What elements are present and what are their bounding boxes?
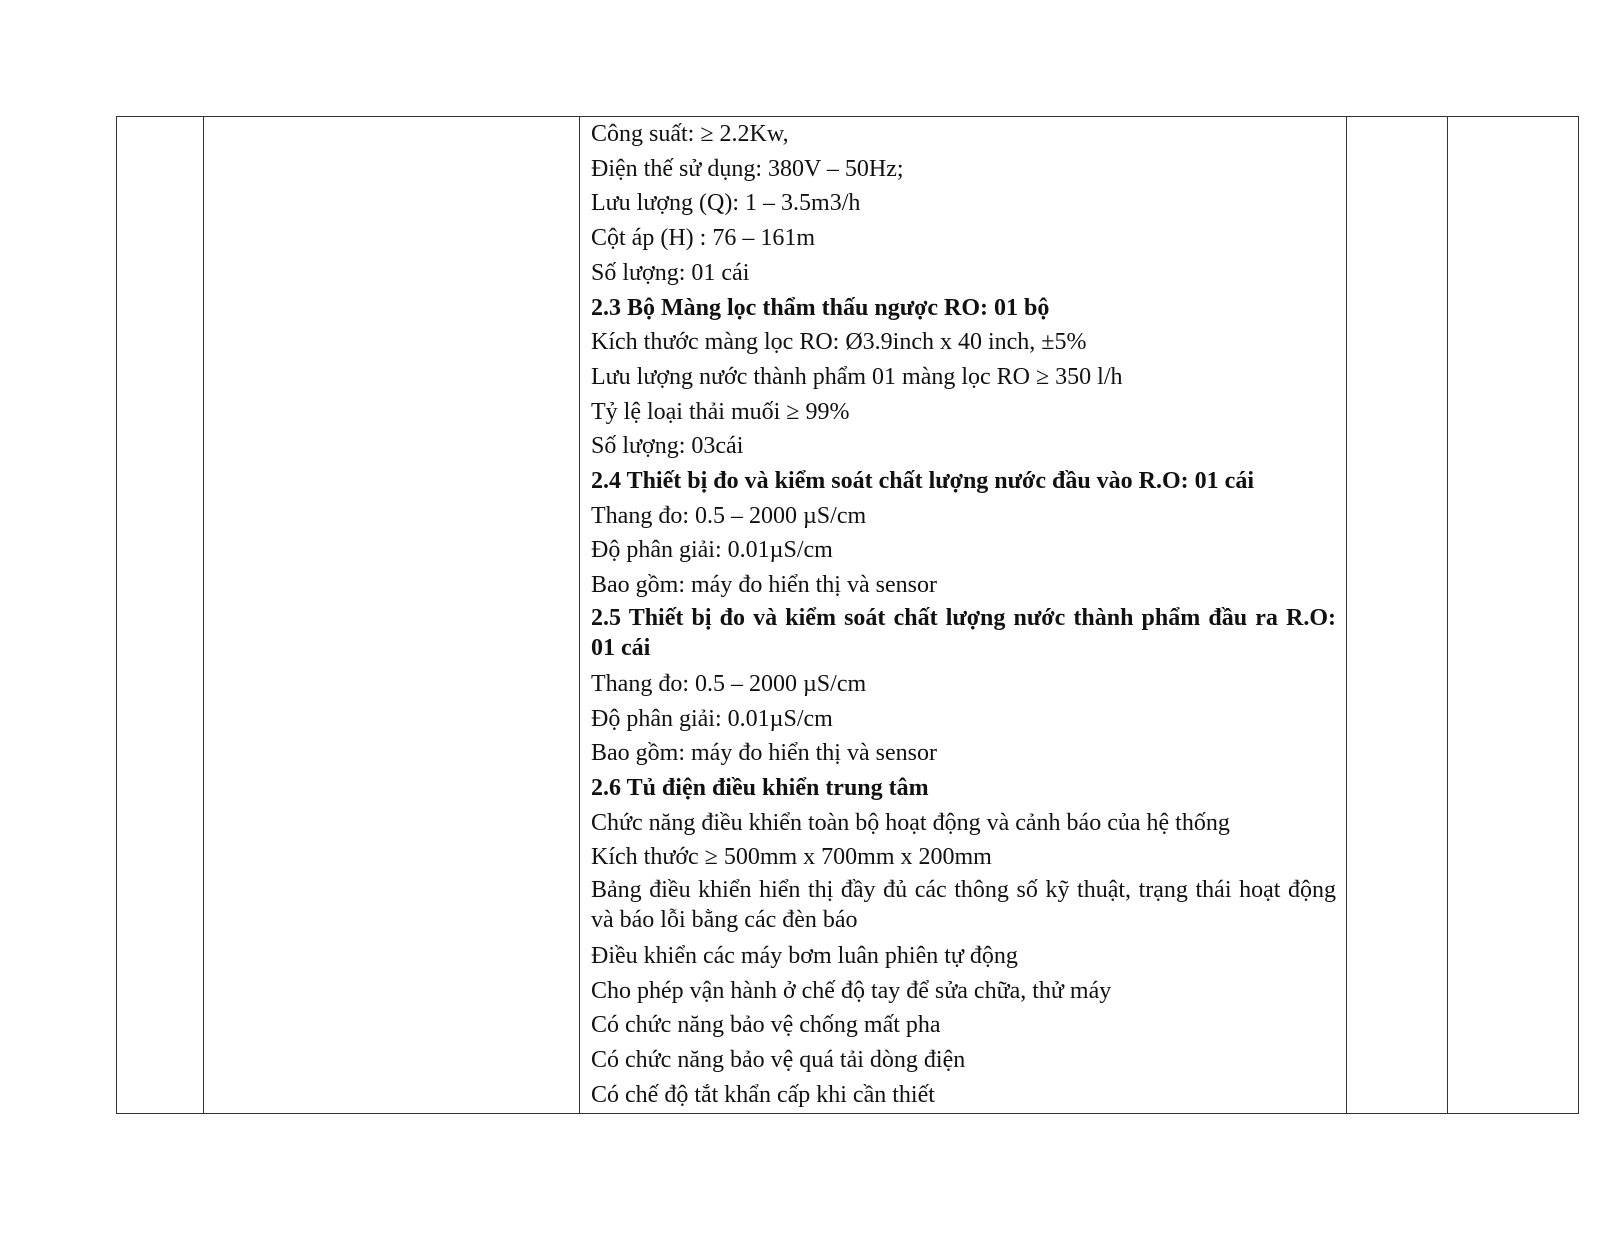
spec-line: Có chức năng bảo vệ chống mất pha xyxy=(591,1012,941,1039)
unit-cell xyxy=(1347,117,1448,1114)
section-heading: 2.3 Bộ Màng lọc thẩm thấu ngược RO: 01 bộ xyxy=(591,294,1050,321)
section-heading: 2.6 Tủ điện điều khiển trung tâm xyxy=(591,774,929,801)
spec-line: Độ phân giải: 0.01µS/cm xyxy=(591,537,833,564)
spec-line: Kích thước màng lọc RO: Ø3.9inch x 40 inch, ±5% xyxy=(591,329,1087,356)
spec-line: Số lượng: 01 cái xyxy=(591,259,750,286)
section-heading: 2.5 Thiết bị đo và kiểm soát chất lượng nước thành phẩm đầu ra R.O: 01 cái xyxy=(591,604,1336,661)
spec-line: Điều khiển các máy bơm luân phiên tự động xyxy=(591,943,1018,970)
spec-line: Bao gồm: máy đo hiển thị và sensor xyxy=(591,740,937,767)
spec-line: Độ phân giải: 0.01µS/cm xyxy=(591,705,833,732)
spec-line: Cột áp (H) : 76 – 161m xyxy=(591,225,815,252)
spec-line: Bảng điều khiển hiển thị đầy đủ các thông số kỹ thuật, trạng thái hoạt động và báo lỗi bằng các đèn báo xyxy=(591,877,1336,934)
spec-line: Cho phép vận hành ở chế độ tay để sửa chữa, thử máy xyxy=(591,977,1112,1004)
item-name-cell xyxy=(204,117,580,1114)
spec-line: Thang đo: 0.5 – 2000 µS/cm xyxy=(591,670,867,697)
spec-line: Lưu lượng nước thành phẩm 01 màng lọc RO ≥ 350 l/h xyxy=(591,363,1123,390)
spec-line: Số lượng: 03cái xyxy=(591,433,744,460)
table-row xyxy=(117,117,1579,1114)
spec-line: Lưu lượng (Q): 1 – 3.5m3/h xyxy=(591,190,861,217)
spec-line: Thang đo: 0.5 – 2000 µS/cm xyxy=(591,502,867,529)
spec-line: Có chế độ tắt khẩn cấp khi cần thiết xyxy=(591,1081,935,1108)
spec-line: Bao gồm: máy đo hiển thị và sensor xyxy=(591,572,937,599)
specification-cell xyxy=(580,117,1347,1114)
spec-line: Công suất: ≥ 2.2Kw, xyxy=(591,121,789,147)
specification-table xyxy=(116,116,1579,1114)
spec-line: Điện thế sử dụng: 380V – 50Hz; xyxy=(591,155,904,182)
specification-lines xyxy=(591,117,1336,1113)
spec-line: Kích thước ≥ 500mm x 700mm x 200mm xyxy=(591,844,992,871)
index-cell xyxy=(117,117,204,1114)
section-heading: 2.4 Thiết bị đo và kiểm soát chất lượng nước đầu vào R.O: 01 cái xyxy=(591,468,1254,495)
spec-line: Tỷ lệ loại thải muối ≥ 99% xyxy=(591,398,850,425)
spec-line: Chức năng điều khiển toàn bộ hoạt động và cảnh báo của hệ thống xyxy=(591,809,1230,836)
spec-line: Có chức năng bảo vệ quá tải dòng điện xyxy=(591,1047,966,1074)
quantity-cell xyxy=(1448,117,1579,1114)
